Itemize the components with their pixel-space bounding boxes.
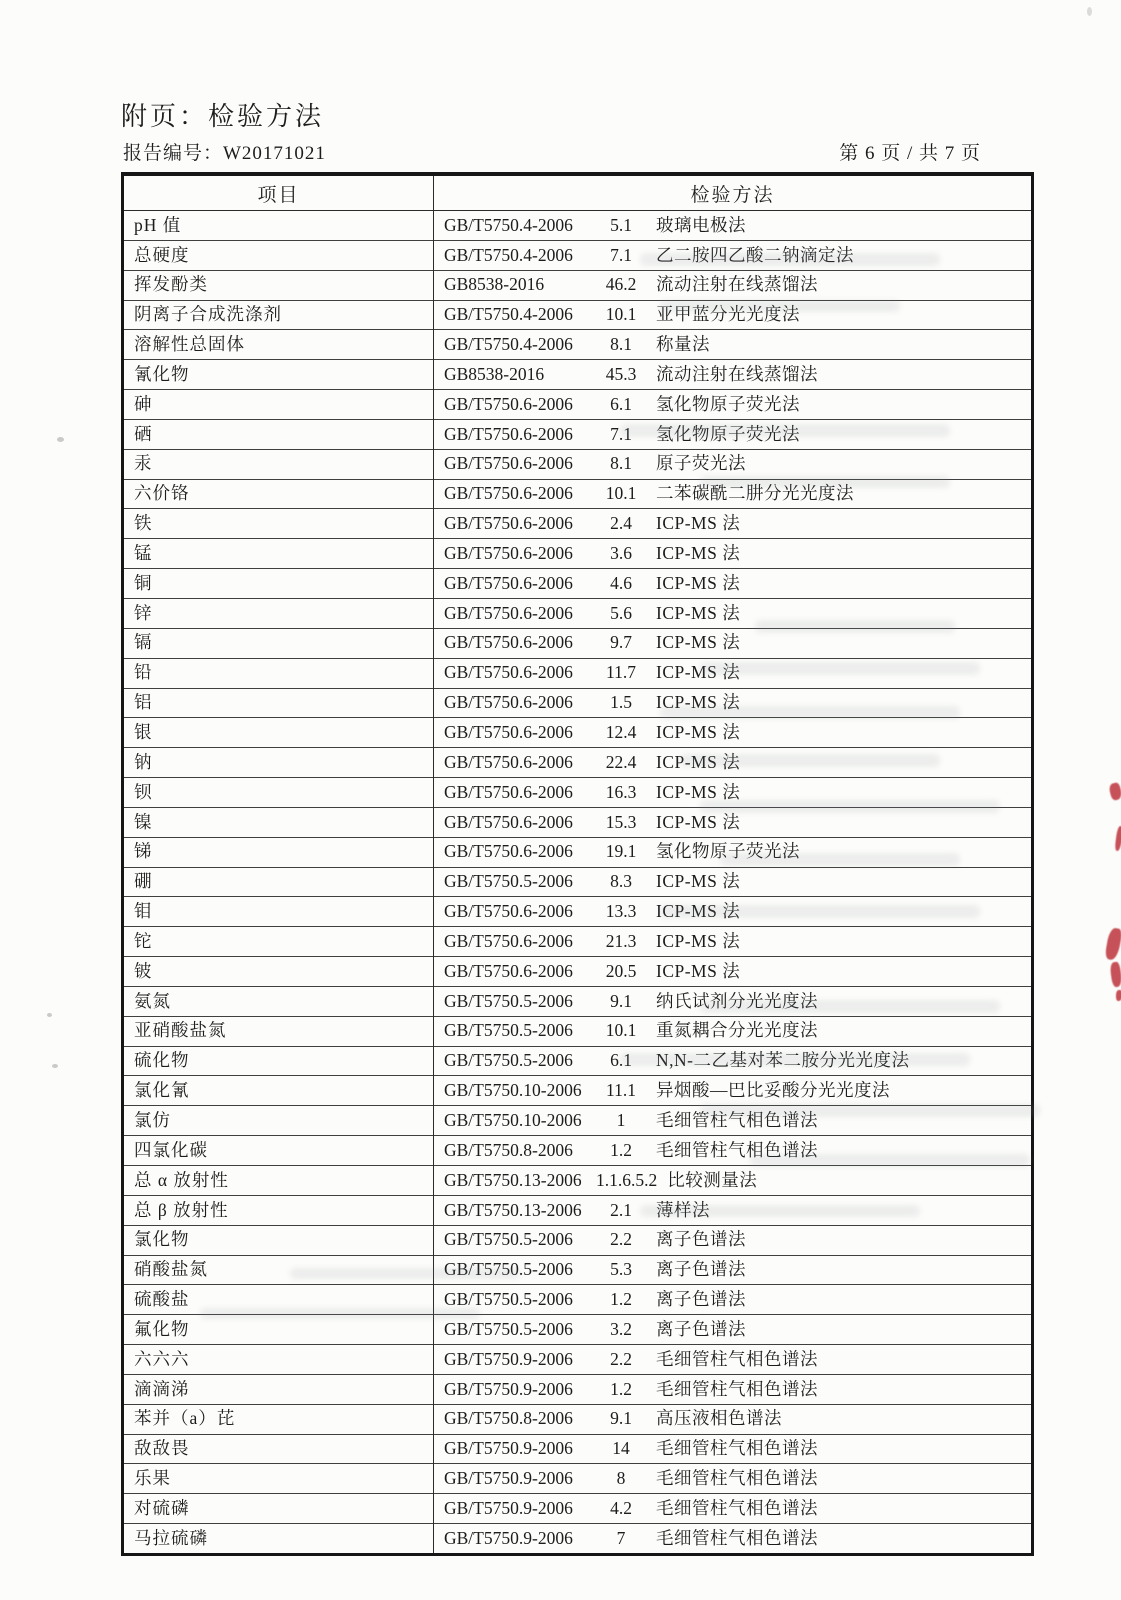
page-title: 附页：检验方法 — [121, 102, 325, 131]
item-cell: 砷 — [123, 390, 434, 420]
method-standard-code: GB/T5750.6-2006 — [444, 901, 573, 922]
method-standard-code: GB/T5750.6-2006 — [444, 572, 573, 593]
method-clause-number: 46.2 — [605, 274, 637, 295]
item-cell: 马拉硫磷 — [123, 1524, 434, 1555]
method-cell — [434, 1404, 1033, 1434]
method-clause-number: 8 — [616, 1468, 626, 1489]
method-cell — [434, 1434, 1033, 1464]
method-standard-code: GB/T5750.6-2006 — [444, 662, 573, 683]
method-cell — [434, 569, 1033, 599]
method-cell — [434, 1374, 1033, 1404]
method-clause-number: 2.2 — [610, 1229, 632, 1250]
method-cell — [434, 539, 1033, 569]
method-name: 流动注射在线蒸馏法 — [656, 363, 818, 384]
method-standard-code: GB/T5750.9-2006 — [444, 1497, 573, 1518]
method-name: ICP-MS 法 — [656, 901, 741, 922]
method-clause-number: 2.1 — [610, 1199, 632, 1220]
method-cell — [434, 1494, 1033, 1524]
method-cell — [434, 449, 1033, 479]
table-row — [123, 1195, 1033, 1225]
method-standard-code: GB/T5750.4-2006 — [444, 334, 573, 355]
method-cell — [434, 1106, 1033, 1136]
method-cell — [434, 1076, 1033, 1106]
method-cell — [434, 718, 1033, 748]
method-standard-code: GB/T5750.4-2006 — [444, 244, 573, 265]
item-cell: 汞 — [123, 449, 434, 479]
item-cell: 总硬度 — [123, 240, 434, 270]
item-cell: 氯化氰 — [123, 1076, 434, 1106]
method-clause-number: 4.6 — [610, 572, 632, 593]
method-clause-number: 11.7 — [606, 662, 636, 683]
method-clause-number: 8.1 — [610, 334, 632, 355]
method-cell — [434, 1225, 1033, 1255]
method-cell — [434, 211, 1033, 241]
method-clause-number: 10.1 — [605, 483, 637, 504]
method-standard-code: GB/T5750.9-2006 — [444, 1348, 573, 1369]
method-standard-code: GB/T5750.9-2006 — [444, 1468, 573, 1489]
method-standard-code: GB/T5750.6-2006 — [444, 393, 573, 414]
method-cell — [434, 807, 1033, 837]
method-name: 毛细管柱气相色谱法 — [656, 1497, 818, 1518]
red-stamp-fragment — [1108, 782, 1121, 801]
method-clause-number: 9.1 — [610, 1408, 632, 1429]
table-row — [123, 479, 1033, 509]
method-name: ICP-MS 法 — [656, 572, 741, 593]
column-header-method: 检验方法 — [434, 174, 1033, 211]
item-cell: 硝酸盐氮 — [123, 1255, 434, 1285]
method-clause-number: 5.3 — [610, 1259, 632, 1280]
method-standard-code: GB/T5750.9-2006 — [444, 1378, 573, 1399]
method-name: ICP-MS 法 — [656, 662, 741, 683]
table-row — [123, 569, 1033, 599]
method-clause-number: 11.1 — [606, 1080, 636, 1101]
method-clause-number: 13.3 — [605, 901, 637, 922]
table-row — [123, 867, 1033, 897]
item-cell: 铅 — [123, 658, 434, 688]
table-row — [123, 1524, 1033, 1555]
method-name: 毛细管柱气相色谱法 — [656, 1139, 818, 1160]
method-standard-code: GB/T5750.6-2006 — [444, 811, 573, 832]
method-name: ICP-MS 法 — [656, 930, 741, 951]
table-row — [123, 1255, 1033, 1285]
method-name: ICP-MS 法 — [656, 542, 741, 563]
method-cell — [434, 330, 1033, 360]
method-standard-code: GB/T5750.6-2006 — [444, 542, 573, 563]
item-cell: 硼 — [123, 867, 434, 897]
table-row — [123, 927, 1033, 957]
method-cell — [434, 1524, 1033, 1555]
method-standard-code: GB8538-2016 — [444, 363, 545, 384]
item-cell: 铝 — [123, 688, 434, 718]
table-row — [123, 1225, 1033, 1255]
table-row — [123, 1404, 1033, 1434]
method-clause-number: 15.3 — [605, 811, 637, 832]
item-cell: 滴滴涕 — [123, 1374, 434, 1404]
method-name: 玻璃电极法 — [656, 214, 746, 235]
method-cell — [434, 1136, 1033, 1166]
method-cell — [434, 1464, 1033, 1494]
method-cell — [434, 270, 1033, 300]
method-standard-code: GB/T5750.6-2006 — [444, 781, 573, 802]
table-body — [123, 211, 1033, 1555]
method-clause-number: 2.4 — [610, 513, 632, 534]
method-clause-number: 3.2 — [610, 1318, 632, 1339]
method-name: ICP-MS 法 — [656, 632, 741, 653]
red-stamp-fragment — [1114, 826, 1121, 852]
method-clause-number: 7.1 — [610, 244, 632, 265]
method-clause-number: 6.1 — [610, 393, 632, 414]
method-clause-number: 1.2 — [610, 1378, 632, 1399]
scan-speck — [47, 1013, 52, 1017]
table-row — [123, 1136, 1033, 1166]
method-cell — [434, 1345, 1033, 1375]
column-header-item: 项目 — [123, 174, 434, 211]
method-cell — [434, 1255, 1033, 1285]
method-name: ICP-MS 法 — [656, 811, 741, 832]
item-cell: 氰化物 — [123, 360, 434, 390]
item-cell: 阴离子合成洗涤剂 — [123, 300, 434, 330]
item-cell: 硫化物 — [123, 1046, 434, 1076]
method-clause-number: 10.1 — [605, 304, 637, 325]
table-row — [123, 897, 1033, 927]
method-clause-number: 3.6 — [610, 542, 632, 563]
method-standard-code: GB/T5750.10-2006 — [444, 1080, 582, 1101]
methods-table-wrap — [121, 172, 1034, 1556]
report-meta-row — [123, 138, 981, 165]
method-name: ICP-MS 法 — [656, 751, 741, 772]
method-clause-number: 1.2 — [610, 1289, 632, 1310]
item-cell: 总 α 放射性 — [123, 1166, 434, 1196]
method-clause-number: 9.1 — [610, 990, 632, 1011]
scan-speck — [52, 1064, 58, 1068]
method-name: 离子色谱法 — [656, 1318, 746, 1339]
method-clause-number: 4.2 — [610, 1497, 632, 1518]
method-name: 离子色谱法 — [656, 1259, 746, 1280]
method-cell — [434, 300, 1033, 330]
method-name: 薄样法 — [656, 1199, 710, 1220]
method-standard-code: GB/T5750.6-2006 — [444, 751, 573, 772]
item-cell: 氯仿 — [123, 1106, 434, 1136]
table-row — [123, 1315, 1033, 1345]
table-row — [123, 778, 1033, 808]
method-cell — [434, 688, 1033, 718]
method-clause-number: 5.1 — [610, 214, 632, 235]
method-standard-code: GB/T5750.5-2006 — [444, 871, 573, 892]
method-standard-code: GB/T5750.5-2006 — [444, 990, 573, 1011]
method-name: 称量法 — [656, 334, 710, 355]
item-cell: 六价铬 — [123, 479, 434, 509]
method-standard-code: GB/T5750.4-2006 — [444, 304, 573, 325]
method-name: ICP-MS 法 — [656, 871, 741, 892]
method-name: 比较测量法 — [667, 1169, 758, 1190]
table-row — [123, 509, 1033, 539]
table-row — [123, 718, 1033, 748]
item-cell: 铊 — [123, 927, 434, 957]
method-standard-code: GB/T5750.6-2006 — [444, 960, 573, 981]
method-standard-code: GB/T5750.6-2006 — [444, 692, 573, 713]
header-row — [123, 174, 1033, 211]
method-standard-code: GB/T5750.6-2006 — [444, 453, 573, 474]
item-cell: 氟化物 — [123, 1315, 434, 1345]
method-name: 毛细管柱气相色谱法 — [656, 1378, 818, 1399]
method-name: 毛细管柱气相色谱法 — [656, 1348, 818, 1369]
method-name: 毛细管柱气相色谱法 — [656, 1438, 818, 1459]
table-row — [123, 449, 1033, 479]
method-clause-number: 45.3 — [605, 363, 637, 384]
method-name: 离子色谱法 — [656, 1289, 746, 1310]
item-cell: 镉 — [123, 628, 434, 658]
item-cell: pH 值 — [123, 211, 434, 241]
method-cell — [434, 1285, 1033, 1315]
table-row — [123, 1046, 1033, 1076]
method-name: 重氮耦合分光光度法 — [656, 1020, 818, 1041]
table-row — [123, 300, 1033, 330]
item-cell: 铍 — [123, 957, 434, 987]
method-standard-code: GB/T5750.5-2006 — [444, 1289, 573, 1310]
table-row — [123, 1464, 1033, 1494]
method-standard-code: GB/T5750.9-2006 — [444, 1438, 573, 1459]
method-name: 高压液相色谱法 — [656, 1408, 782, 1429]
method-clause-number: 20.5 — [605, 960, 637, 981]
method-standard-code: GB/T5750.9-2006 — [444, 1527, 573, 1548]
method-name: 纳氏试剂分光光度法 — [656, 990, 818, 1011]
item-cell: 铜 — [123, 569, 434, 599]
method-standard-code: GB/T5750.6-2006 — [444, 483, 573, 504]
method-standard-code: GB/T5750.5-2006 — [444, 1229, 573, 1250]
method-cell — [434, 986, 1033, 1016]
item-cell: 六六六 — [123, 1345, 434, 1375]
red-stamp-fragment — [1104, 927, 1121, 961]
method-clause-number: 1.2 — [610, 1139, 632, 1160]
method-clause-number: 9.7 — [610, 632, 632, 653]
method-standard-code: GB/T5750.5-2006 — [444, 1259, 573, 1280]
table-row — [123, 1374, 1033, 1404]
method-standard-code: GB/T5750.5-2006 — [444, 1020, 573, 1041]
method-standard-code: GB/T5750.6-2006 — [444, 930, 573, 951]
method-clause-number: 14 — [612, 1438, 630, 1459]
item-cell: 乐果 — [123, 1464, 434, 1494]
method-name: 原子荧光法 — [656, 453, 746, 474]
item-cell: 硫酸盐 — [123, 1285, 434, 1315]
table-row — [123, 957, 1033, 987]
table-row — [123, 330, 1033, 360]
scan-speck — [57, 437, 64, 442]
item-cell: 锑 — [123, 837, 434, 867]
method-cell — [434, 360, 1033, 390]
method-clause-number: 6.1 — [610, 1050, 632, 1071]
method-name: 氢化物原子荧光法 — [656, 393, 800, 414]
table-row — [123, 240, 1033, 270]
item-cell: 氯化物 — [123, 1225, 434, 1255]
method-standard-code: GB/T5750.8-2006 — [444, 1408, 573, 1429]
method-clause-number: 8.1 — [610, 453, 632, 474]
method-clause-number: 8.3 — [610, 871, 632, 892]
method-clause-number: 16.3 — [605, 781, 637, 802]
method-cell — [434, 927, 1033, 957]
method-standard-code: GB/T5750.8-2006 — [444, 1139, 573, 1160]
item-cell: 银 — [123, 718, 434, 748]
method-clause-number: 10.1 — [605, 1020, 637, 1041]
method-clause-number: 5.6 — [610, 602, 632, 623]
table-row — [123, 986, 1033, 1016]
method-cell — [434, 957, 1033, 987]
method-cell — [434, 1046, 1033, 1076]
table-row — [123, 598, 1033, 628]
method-name: N,N-二乙基对苯二胺分光光度法 — [656, 1050, 910, 1071]
table-row — [123, 748, 1033, 778]
item-cell: 镍 — [123, 807, 434, 837]
item-cell: 溶解性总固体 — [123, 330, 434, 360]
method-name: 氢化物原子荧光法 — [656, 423, 800, 444]
method-standard-code: GB/T5750.13-2006 — [444, 1199, 582, 1220]
item-cell: 铁 — [123, 509, 434, 539]
method-standard-code: GB/T5750.4-2006 — [444, 214, 573, 235]
item-cell: 总 β 放射性 — [123, 1195, 434, 1225]
method-cell — [434, 1166, 1033, 1196]
method-cell — [434, 419, 1033, 449]
methods-table — [121, 172, 1034, 1556]
method-name: 毛细管柱气相色谱法 — [656, 1109, 818, 1130]
method-name: ICP-MS 法 — [656, 602, 741, 623]
method-cell — [434, 837, 1033, 867]
method-clause-number: 12.4 — [605, 722, 637, 743]
method-standard-code: GB/T5750.5-2006 — [444, 1318, 573, 1339]
item-cell: 四氯化碳 — [123, 1136, 434, 1166]
method-name: ICP-MS 法 — [656, 722, 741, 743]
item-cell: 钠 — [123, 748, 434, 778]
method-cell — [434, 1195, 1033, 1225]
item-cell: 苯并（a）芘 — [123, 1404, 434, 1434]
method-name: 毛细管柱气相色谱法 — [656, 1468, 818, 1489]
table-row — [123, 658, 1033, 688]
table-row — [123, 1076, 1033, 1106]
method-cell — [434, 509, 1033, 539]
method-clause-number: 7 — [616, 1527, 626, 1548]
method-name: ICP-MS 法 — [656, 960, 741, 981]
method-clause-number: 22.4 — [605, 751, 637, 772]
method-clause-number: 2.2 — [610, 1348, 632, 1369]
method-clause-number: 21.3 — [605, 930, 637, 951]
table-row — [123, 807, 1033, 837]
method-cell — [434, 598, 1033, 628]
table-row — [123, 1016, 1033, 1046]
method-name: 异烟酸—巴比妥酸分光光度法 — [656, 1080, 890, 1101]
method-cell — [434, 658, 1033, 688]
table-row — [123, 539, 1033, 569]
item-cell: 挥发酚类 — [123, 270, 434, 300]
method-standard-code: GB/T5750.6-2006 — [444, 632, 573, 653]
table-row — [123, 628, 1033, 658]
item-cell: 锌 — [123, 598, 434, 628]
method-name: 流动注射在线蒸馏法 — [656, 274, 818, 295]
table-row — [123, 837, 1033, 867]
table-row — [123, 270, 1033, 300]
method-name: 毛细管柱气相色谱法 — [656, 1527, 818, 1548]
method-standard-code: GB/T5750.6-2006 — [444, 722, 573, 743]
method-name: 离子色谱法 — [656, 1229, 746, 1250]
method-cell — [434, 240, 1033, 270]
method-name: 乙二胺四乙酸二钠滴定法 — [656, 244, 854, 265]
method-name: 二苯碳酰二肼分光光度法 — [656, 483, 854, 504]
item-cell: 硒 — [123, 419, 434, 449]
item-cell: 敌敌畏 — [123, 1434, 434, 1464]
red-stamp-fragment — [1109, 961, 1121, 987]
table-row — [123, 211, 1033, 241]
item-cell: 氨氮 — [123, 986, 434, 1016]
method-name: 氢化物原子荧光法 — [656, 841, 800, 862]
method-cell — [434, 479, 1033, 509]
method-cell — [434, 1315, 1033, 1345]
item-cell: 亚硝酸盐氮 — [123, 1016, 434, 1046]
table-row — [123, 1106, 1033, 1136]
method-name: ICP-MS 法 — [656, 781, 741, 802]
method-cell — [434, 748, 1033, 778]
method-standard-code: GB/T5750.5-2006 — [444, 1050, 573, 1071]
table-row — [123, 1285, 1033, 1315]
method-cell — [434, 867, 1033, 897]
method-clause-number: 1 — [616, 1109, 626, 1130]
method-standard-code: GB/T5750.6-2006 — [444, 513, 573, 534]
item-cell: 钡 — [123, 778, 434, 808]
method-standard-code: GB/T5750.6-2006 — [444, 602, 573, 623]
method-cell — [434, 628, 1033, 658]
red-stamp-fragment — [1116, 990, 1121, 1001]
method-cell — [434, 390, 1033, 420]
table-row — [123, 1166, 1033, 1196]
table-row — [123, 1434, 1033, 1464]
table-row — [123, 360, 1033, 390]
method-cell — [434, 897, 1033, 927]
method-standard-code: GB/T5750.10-2006 — [444, 1109, 582, 1130]
scan-speck — [1087, 7, 1092, 16]
method-standard-code: GB/T5750.6-2006 — [444, 423, 573, 444]
method-name: ICP-MS 法 — [656, 513, 741, 534]
method-name: 亚甲蓝分光光度法 — [656, 304, 800, 325]
table-row — [123, 390, 1033, 420]
item-cell: 锰 — [123, 539, 434, 569]
method-clause-number: 19.1 — [605, 841, 637, 862]
table-row — [123, 419, 1033, 449]
method-standard-code: GB8538-2016 — [444, 274, 545, 295]
method-clause-number: 1.1.6.5.2 — [596, 1169, 658, 1190]
report-number: 报告编号：W20171021 — [123, 143, 326, 164]
item-cell: 钼 — [123, 897, 434, 927]
page-indicator: 第 6 页 / 共 7 页 — [839, 143, 981, 164]
table-row — [123, 688, 1033, 718]
method-cell — [434, 1016, 1033, 1046]
item-cell: 对硫磷 — [123, 1494, 434, 1524]
method-name: ICP-MS 法 — [656, 692, 741, 713]
table-row — [123, 1345, 1033, 1375]
method-cell — [434, 778, 1033, 808]
method-standard-code: GB/T5750.6-2006 — [444, 841, 573, 862]
method-clause-number: 1.5 — [610, 692, 632, 713]
table-row — [123, 1494, 1033, 1524]
method-clause-number: 7.1 — [610, 423, 632, 444]
method-standard-code: GB/T5750.13-2006 — [444, 1169, 582, 1190]
